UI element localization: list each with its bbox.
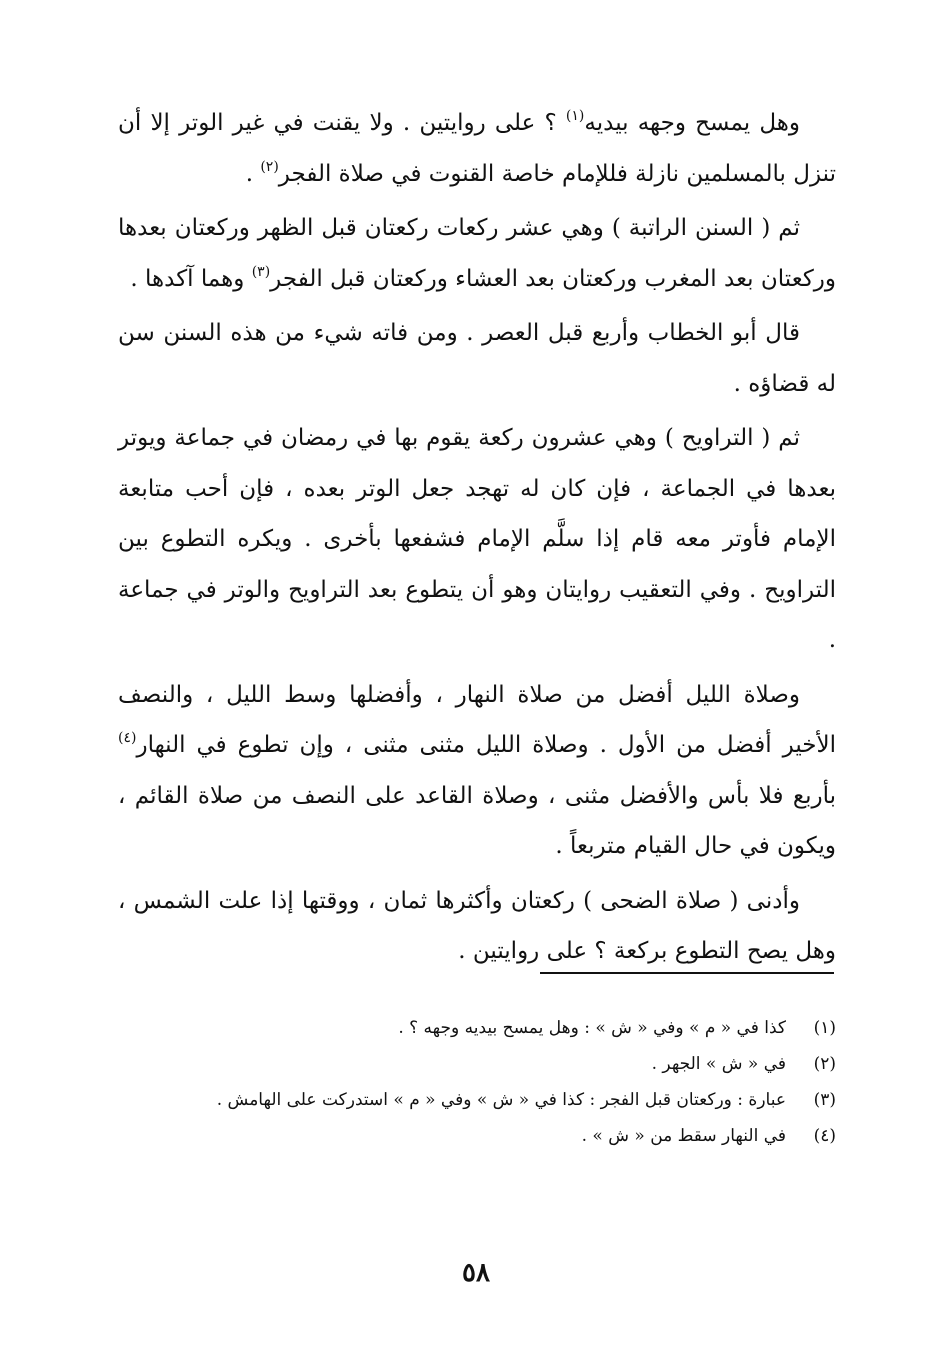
footnote-text: كذا في « م » وفي « ش » : وهل يمسح بيديه وجهه ؟ . [398,1018,786,1038]
paragraph-text: وصلاة الليل أفضل من صلاة النهار ، وأفضلها وسط الليل ، والنصف الأخير أفضل من الأول . وصلاة الليل مثنى مثنى ، وإن تطوع في النهار [118,681,836,758]
main-text [118,98,836,981]
footnote-marker: (٣) [251,263,271,280]
page-number: ٥٨ [462,1258,490,1288]
footnote-number: (٣) [813,1090,836,1110]
paragraph-text: قال أبو الخطاب وأربع قبل العصر . ومن فاته شيء من هذه السنن سن له قضاؤه . [118,320,836,397]
paragraph-text: ؟ على روايتين . ولا يقنت في غير الوتر إلا أن تنزل بالمسلمين نازلة فللإمام خاصة القنوت في صلاة الفجر [118,110,836,187]
footnote-separator [540,972,834,974]
footnotes [118,1010,836,1154]
paragraph-text: بأربع فلا بأس والأفضل مثنى ، وصلاة القاعد على النصف من صلاة القائم ، ويكون في حال القيام متربعاً . [118,782,836,859]
footnote [118,1082,836,1118]
paragraph [118,670,836,872]
paragraph-text: ثم ( السنن الراتبة ) وهي عشر ركعات ركعتان قبل الظهر وركعتان بعدها وركعتان بعد المغرب وركعتان بعد العشاء وركعتان قبل الفجر [118,215,836,292]
footnote-number: (٤) [813,1126,836,1146]
paragraph [118,98,836,199]
paragraph [118,876,836,977]
paragraph-text: ثم ( التراويح ) وهي عشرون ركعة يقوم بها في رمضان في جماعة ويوتر بعدها في الجماعة ، فإن كان له تهجد جعل الوتر بعده ، فإن أحب متابعة الإمام فأوتر معه قام إذا سلَّم الإمام فشفعها بأخرى . ويكره التطوع بين التراويح . وفي التعقيب روايتان وهو أن يتطوع بعد التراويح والوتر في جماعة . [118,425,836,653]
footnote [118,1010,836,1046]
paragraph-text: وهما آكدها . [130,265,252,292]
paragraph [118,308,836,409]
paragraph [118,203,836,304]
footnote-number: (١) [813,1018,836,1038]
footnote-number: (٢) [813,1054,836,1074]
paragraph-text: وأدنى ( صلاة الضحى ) ركعتان وأكثرها ثمان ، ووقتها إذا علت الشمس ، وهل يصح التطوع بركعة ؟ على روايتين . [118,887,836,964]
footnote-text: في « ش » الجهر . [651,1054,786,1074]
paragraph-text: وهل يمسح وجهه بيديه [584,110,800,136]
footnote-marker: (٢) [260,158,279,175]
footnote-marker: (١) [565,108,585,124]
paragraph-text: . [245,160,261,187]
paragraph [118,413,836,666]
footnote [118,1046,836,1082]
footnote-text: في النهار سقط من « ش » . [581,1126,786,1146]
footnote-text: عبارة : وركعتان قبل الفجر : كذا في « ش » وفي « م » استدركت على الهامش . [216,1090,786,1110]
footnote [118,1118,836,1154]
footnote-marker: (٤) [118,730,137,746]
